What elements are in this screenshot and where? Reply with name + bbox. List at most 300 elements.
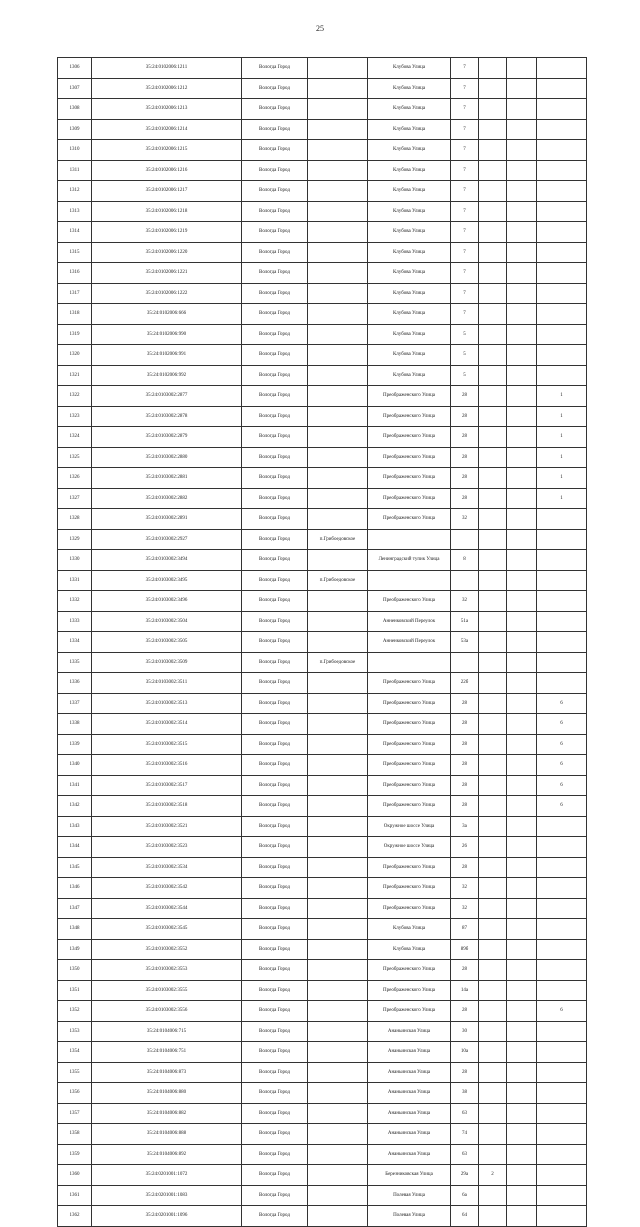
table-row [58,1206,587,1227]
city-cell: Вологда Город [242,673,308,694]
extra-cell [507,488,537,509]
extra-cell [507,611,537,632]
building-cell [479,1083,507,1104]
street-cell: Преображенского Улица [368,1001,451,1022]
row-number-cell: 1352 [58,1001,92,1022]
cadastral-number-cell: 35:24:0103002:3509 [92,652,242,673]
extra-cell [507,673,537,694]
house-number-cell: 87 [451,919,479,940]
apartment-cell [537,816,587,837]
building-cell [479,119,507,140]
table-row [58,1001,587,1022]
city-cell: Вологда Город [242,591,308,612]
row-number-cell: 1336 [58,673,92,694]
house-number-cell: 32 [451,898,479,919]
house-number-cell: 7 [451,283,479,304]
table-row [58,611,587,632]
street-cell: Ананьинская Улица [368,1103,451,1124]
table-row [58,1165,587,1186]
table-row [58,181,587,202]
building-cell [479,160,507,181]
apartment-cell [537,1185,587,1206]
apartment-cell [537,857,587,878]
cadastral-number-cell: 35:24:0104006:880 [92,1083,242,1104]
house-number-cell: 32 [451,878,479,899]
cadastral-number-cell: 35:24:0201001:1083 [92,1185,242,1206]
building-cell [479,345,507,366]
extra-cell [507,1001,537,1022]
building-cell [479,1042,507,1063]
city-cell: Вологда Город [242,242,308,263]
house-number-cell: 30 [451,1021,479,1042]
extra-cell [507,550,537,571]
locality-cell [308,181,368,202]
row-number-cell: 1333 [58,611,92,632]
building-cell [479,673,507,694]
table-row [58,980,587,1001]
street-cell: Преображенского Улица [368,755,451,776]
city-cell: Вологда Город [242,796,308,817]
cadastral-number-cell: 35:24:0104006:715 [92,1021,242,1042]
house-number-cell: 28 [451,775,479,796]
street-cell: Анненковский Переулок [368,611,451,632]
street-cell: Клубова Улица [368,201,451,222]
extra-cell [507,939,537,960]
row-number-cell: 1347 [58,898,92,919]
table-row [58,386,587,407]
row-number-cell: 1322 [58,386,92,407]
street-cell: Окружное шоссе Улица [368,837,451,858]
cadastral-number-cell: 35:24:0103002:3553 [92,960,242,981]
city-cell: Вологда Город [242,1144,308,1165]
apartment-cell: 6 [537,755,587,776]
apartment-cell [537,263,587,284]
row-number-cell: 1346 [58,878,92,899]
street-cell: Преображенского Улица [368,878,451,899]
city-cell: Вологда Город [242,939,308,960]
apartment-cell [537,1103,587,1124]
apartment-cell [537,1021,587,1042]
apartment-cell [537,939,587,960]
house-number-cell: 3а [451,816,479,837]
city-cell: Вологда Город [242,755,308,776]
table-row [58,140,587,161]
table-row [58,1144,587,1165]
building-cell [479,919,507,940]
street-cell: Клубова Улица [368,345,451,366]
apartment-cell [537,980,587,1001]
extra-cell [507,181,537,202]
table-row [58,755,587,776]
locality-cell [308,1185,368,1206]
city-cell: Вологда Город [242,386,308,407]
city-cell: Вологда Город [242,1083,308,1104]
city-cell: Вологда Город [242,960,308,981]
locality-cell [308,58,368,79]
extra-cell [507,140,537,161]
apartment-cell [537,550,587,571]
row-number-cell: 1356 [58,1083,92,1104]
locality-cell [308,550,368,571]
cadastral-number-cell: 35:24:0103002:2891 [92,509,242,530]
extra-cell [507,509,537,530]
city-cell: Вологда Город [242,509,308,530]
building-cell [479,201,507,222]
extra-cell [507,878,537,899]
house-number-cell: 89б [451,939,479,960]
locality-cell [308,1206,368,1227]
apartment-cell: 1 [537,468,587,489]
extra-cell [507,1144,537,1165]
building-cell [479,427,507,448]
extra-cell [507,160,537,181]
row-number-cell: 1362 [58,1206,92,1227]
city-cell: Вологда Город [242,283,308,304]
row-number-cell: 1308 [58,99,92,120]
building-cell [479,58,507,79]
city-cell: Вологда Город [242,140,308,161]
extra-cell [507,591,537,612]
street-cell: Преображенского Улица [368,898,451,919]
building-cell [479,611,507,632]
city-cell: Вологда Город [242,714,308,735]
apartment-cell [537,570,587,591]
street-cell: Клубова Улица [368,304,451,325]
table-row [58,693,587,714]
house-number-cell: 5 [451,365,479,386]
building-cell [479,468,507,489]
city-cell: Вологда Город [242,1103,308,1124]
city-cell: Вологда Город [242,632,308,653]
building-cell [479,529,507,550]
row-number-cell: 1327 [58,488,92,509]
building-cell [479,488,507,509]
extra-cell [507,775,537,796]
street-cell: Преображенского Улица [368,468,451,489]
city-cell: Вологда Город [242,837,308,858]
locality-cell [308,119,368,140]
house-number-cell: 10а [451,1042,479,1063]
house-number-cell: 7 [451,140,479,161]
cadastral-number-cell: 35:24:0102006:1216 [92,160,242,181]
house-number-cell: 51а [451,611,479,632]
street-cell: Ленинградский тупик Улица [368,550,451,571]
apartment-cell [537,632,587,653]
row-number-cell: 1309 [58,119,92,140]
cadastral-number-cell: 35:24:0103002:3513 [92,693,242,714]
cadastral-number-cell: 35:24:0102006:1219 [92,222,242,243]
row-number-cell: 1318 [58,304,92,325]
house-number-cell [451,652,479,673]
building-cell [479,1144,507,1165]
cadastral-number-cell: 35:24:0103002:3517 [92,775,242,796]
row-number-cell: 1314 [58,222,92,243]
street-cell: Клубова Улица [368,78,451,99]
extra-cell [507,1062,537,1083]
city-cell: Вологда Город [242,775,308,796]
building-cell: 2 [479,1165,507,1186]
row-number-cell: 1315 [58,242,92,263]
table-row [58,78,587,99]
city-cell: Вологда Город [242,119,308,140]
row-number-cell: 1332 [58,591,92,612]
house-number-cell: 8 [451,550,479,571]
table-row [58,960,587,981]
table-row [58,242,587,263]
city-cell: Вологда Город [242,365,308,386]
cadastral-number-cell: 35:24:0103002:3521 [92,816,242,837]
locality-cell [308,980,368,1001]
city-cell: Вологда Город [242,324,308,345]
street-cell: Преображенского Улица [368,406,451,427]
locality-cell [308,99,368,120]
locality-cell [308,857,368,878]
row-number-cell: 1323 [58,406,92,427]
street-cell: Преображенского Улица [368,488,451,509]
locality-cell [308,509,368,530]
locality-cell: п.Грибоедовское [308,570,368,591]
extra-cell [507,1165,537,1186]
row-number-cell: 1310 [58,140,92,161]
city-cell: Вологда Город [242,1021,308,1042]
row-number-cell: 1340 [58,755,92,776]
street-cell: Клубова Улица [368,365,451,386]
city-cell: Вологда Город [242,1042,308,1063]
extra-cell [507,365,537,386]
extra-cell [507,796,537,817]
locality-cell: п.Грибоедовское [308,529,368,550]
row-number-cell: 1311 [58,160,92,181]
apartment-cell [537,304,587,325]
street-cell: Полевая Улица [368,1206,451,1227]
street-cell: Преображенского Улица [368,386,451,407]
extra-cell [507,242,537,263]
row-number-cell: 1329 [58,529,92,550]
row-number-cell: 1345 [58,857,92,878]
street-cell: Преображенского Улица [368,796,451,817]
house-number-cell: 38 [451,1083,479,1104]
cadastral-number-cell: 35:24:0102006:990 [92,324,242,345]
city-cell: Вологда Город [242,898,308,919]
apartment-cell [537,283,587,304]
building-cell [479,755,507,776]
cadastral-number-cell: 35:24:0102006:1214 [92,119,242,140]
locality-cell [308,837,368,858]
extra-cell [507,857,537,878]
property-registry-table [57,57,587,1227]
locality-cell [308,324,368,345]
table-row [58,283,587,304]
locality-cell [308,1042,368,1063]
row-number-cell: 1335 [58,652,92,673]
cadastral-number-cell: 35:24:0103002:3514 [92,714,242,735]
street-cell: Анненковский Переулок [368,632,451,653]
extra-cell [507,816,537,837]
locality-cell [308,222,368,243]
building-cell [479,939,507,960]
row-number-cell: 1359 [58,1144,92,1165]
city-cell: Вологда Город [242,263,308,284]
house-number-cell [451,529,479,550]
street-cell: Клубова Улица [368,324,451,345]
cadastral-number-cell: 35:24:0103002:2878 [92,406,242,427]
extra-cell [507,427,537,448]
table-row [58,160,587,181]
street-cell: Преображенского Улица [368,693,451,714]
building-cell [479,263,507,284]
extra-cell [507,447,537,468]
house-number-cell: 7 [451,222,479,243]
apartment-cell [537,345,587,366]
house-number-cell: 28 [451,714,479,735]
city-cell: Вологда Город [242,611,308,632]
street-cell: Полевая Улица [368,1185,451,1206]
house-number-cell: 28 [451,693,479,714]
street-cell: Ананьинская Улица [368,1083,451,1104]
house-number-cell: 28 [451,857,479,878]
city-cell: Вологда Город [242,468,308,489]
apartment-cell [537,529,587,550]
house-number-cell: 28 [451,468,479,489]
house-number-cell: 22б [451,673,479,694]
city-cell: Вологда Город [242,406,308,427]
street-cell: Клубова Улица [368,283,451,304]
locality-cell [308,386,368,407]
locality-cell [308,1103,368,1124]
city-cell: Вологда Город [242,570,308,591]
cadastral-number-cell: 35:24:0102006:1215 [92,140,242,161]
cadastral-number-cell: 35:24:0103002:3545 [92,919,242,940]
apartment-cell [537,1062,587,1083]
street-cell [368,570,451,591]
extra-cell [507,632,537,653]
cadastral-number-cell: 35:24:0102006:666 [92,304,242,325]
street-cell: Преображенского Улица [368,857,451,878]
table-row [58,632,587,653]
table-row [58,1185,587,1206]
extra-cell [507,1185,537,1206]
extra-cell [507,201,537,222]
row-number-cell: 1328 [58,509,92,530]
cadastral-number-cell: 35:24:0103002:3505 [92,632,242,653]
table-row [58,1062,587,1083]
table-row [58,775,587,796]
locality-cell [308,304,368,325]
row-number-cell: 1350 [58,960,92,981]
building-cell [479,796,507,817]
table-row [58,570,587,591]
city-cell: Вологда Город [242,1165,308,1186]
apartment-cell [537,242,587,263]
locality-cell [308,755,368,776]
building-cell [479,857,507,878]
locality-cell [308,673,368,694]
locality-cell [308,201,368,222]
apartment-cell: 1 [537,427,587,448]
row-number-cell: 1360 [58,1165,92,1186]
extra-cell [507,263,537,284]
row-number-cell: 1331 [58,570,92,591]
building-cell [479,714,507,735]
extra-cell [507,1124,537,1145]
locality-cell [308,816,368,837]
apartment-cell [537,1042,587,1063]
house-number-cell: 29а [451,1165,479,1186]
cadastral-number-cell: 35:24:0102006:991 [92,345,242,366]
locality-cell [308,488,368,509]
page-number: 25 [316,24,324,33]
cadastral-number-cell: 35:24:0103002:3542 [92,878,242,899]
house-number-cell: 64 [451,1206,479,1227]
table-row [58,447,587,468]
extra-cell [507,386,537,407]
building-cell [479,386,507,407]
building-cell [479,509,507,530]
cadastral-number-cell: 35:24:0103002:3534 [92,857,242,878]
locality-cell [308,919,368,940]
building-cell [479,878,507,899]
table-row [58,427,587,448]
house-number-cell: 6а [451,1185,479,1206]
cadastral-number-cell: 35:24:0102006:992 [92,365,242,386]
table-row [58,468,587,489]
extra-cell [507,222,537,243]
street-cell: Преображенского Улица [368,509,451,530]
cadastral-number-cell: 35:24:0102006:1222 [92,283,242,304]
apartment-cell: 1 [537,447,587,468]
apartment-cell: 6 [537,775,587,796]
building-cell [479,1001,507,1022]
house-number-cell: 28 [451,386,479,407]
table-row [58,509,587,530]
street-cell: Ананьинская Улица [368,1144,451,1165]
locality-cell [308,160,368,181]
street-cell [368,529,451,550]
city-cell: Вологда Город [242,857,308,878]
street-cell: Клубова Улица [368,263,451,284]
apartment-cell [537,673,587,694]
extra-cell [507,919,537,940]
cadastral-number-cell: 35:24:0103002:3523 [92,837,242,858]
house-number-cell: 74 [451,1124,479,1145]
city-cell: Вологда Город [242,181,308,202]
table-row [58,550,587,571]
locality-cell [308,427,368,448]
table-row [58,58,587,79]
apartment-cell [537,99,587,120]
table-row [58,345,587,366]
cadastral-number-cell: 35:24:0102006:1211 [92,58,242,79]
locality-cell [308,1083,368,1104]
table-row [58,1021,587,1042]
extra-cell [507,1021,537,1042]
city-cell: Вологда Город [242,816,308,837]
apartment-cell [537,652,587,673]
street-cell: Ананьинская Улица [368,1062,451,1083]
locality-cell [308,898,368,919]
apartment-cell [537,1083,587,1104]
street-cell: Ананьинская Улица [368,1042,451,1063]
street-cell: Ананьинская Улица [368,1021,451,1042]
cadastral-number-cell: 35:24:0103002:2877 [92,386,242,407]
building-cell [479,898,507,919]
city-cell: Вологда Город [242,160,308,181]
cadastral-number-cell: 35:24:0103002:2927 [92,529,242,550]
building-cell [479,1021,507,1042]
street-cell: Преображенского Улица [368,673,451,694]
row-number-cell: 1320 [58,345,92,366]
city-cell: Вологда Город [242,980,308,1001]
